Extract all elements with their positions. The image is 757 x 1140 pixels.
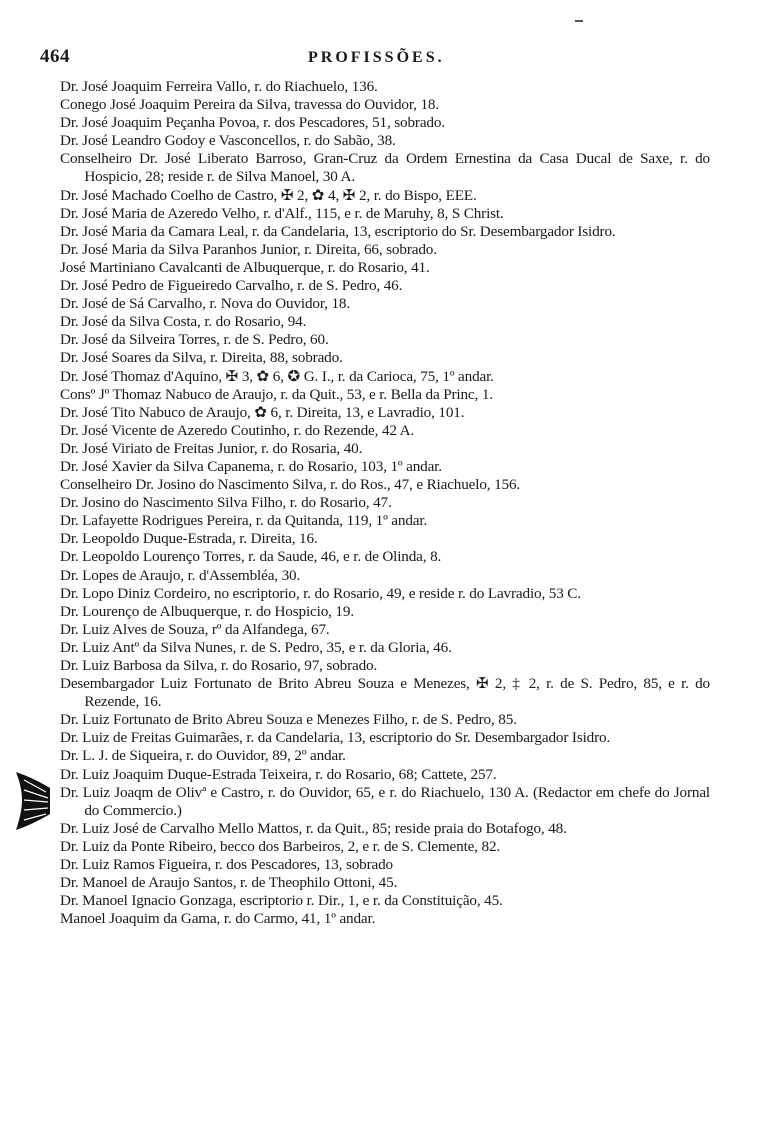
directory-entry: Dr. Luiz Ramos Figueira, r. dos Pescadores, 13, sobrado bbox=[60, 856, 393, 874]
directory-entry: Dr. José Joaquim Ferreira Vallo, r. do Riachuelo, 136. bbox=[60, 78, 378, 95]
directory-entry: Dr. L. J. de Siqueira, r. do Ouvidor, 89, 2º andar. bbox=[60, 747, 346, 765]
running-head: PROFISSÕES. bbox=[308, 49, 445, 66]
directory-entry: Dr. Luiz Joaqm de Olivª e Castro, r. do Ouvidor, 65, e r. do Riachuelo, 130 A. (Redactor em chefe do Jornal do Commercio.) bbox=[60, 783, 710, 819]
directory-entry: Dr. Luiz de Freitas Guimarães, r. da Candelaria, 13, escriptorio do Sr. Desembargador Isidro. bbox=[60, 729, 611, 747]
directory-entry: Dr. José de Sá Carvalho, r. Nova do Ouvidor, 18. bbox=[60, 295, 350, 313]
directory-entry: Dr. José Xavier da Silva Capanema, r. do Rosario, 103, 1º andar. bbox=[60, 457, 442, 475]
directory-entry: Dr. José Soares da Silva, r. Direita, 88, sobrado. bbox=[60, 349, 343, 367]
directory-entry: Manoel Joaquim da Gama, r. do Carmo, 41, 1º andar. bbox=[60, 910, 376, 928]
directory-entry: Dr. Manoel Ignacio Gonzaga, escriptorio r. Dir., 1, e r. da Constituição, 45. bbox=[60, 892, 503, 910]
manicule-icon bbox=[10, 768, 54, 832]
directory-entry: Dr. Lourenço de Albuquerque, r. do Hospicio, 19. bbox=[60, 602, 354, 620]
directory-entry: Dr. José Viriato de Freitas Junior, r. do Rosaria, 40. bbox=[60, 439, 363, 457]
directory-entry: Dr. Luiz Antº da Silva Nunes, r. de S. Pedro, 35, e r. da Gloria, 46. bbox=[60, 638, 452, 656]
directory-entry: Dr. José Joaquim Peçanha Povoa, r. dos Pescadores, 51, sobrado. bbox=[60, 114, 445, 132]
directory-entry: Dr. José Leandro Godoy e Vasconcellos, r. do Sabão, 38. bbox=[60, 132, 396, 150]
directory-entry: Conselheiro Dr. Josino do Nascimento Silva, r. do Ros., 47, e Riachuelo, 156. bbox=[60, 476, 521, 494]
page-number: 464 bbox=[40, 46, 70, 67]
directory-entry: Dr. José da Silveira Torres, r. de S. Pedro, 60. bbox=[60, 331, 329, 349]
directory-entry: Dr. Lafayette Rodrigues Pereira, r. da Quitanda, 119, 1º andar. bbox=[60, 512, 428, 530]
directory-entry: Dr. Manoel de Araujo Santos, r. de Theophilo Ottoni, 45. bbox=[60, 874, 398, 892]
directory-entry: Dr. Luiz da Ponte Ribeiro, becco dos Barbeiros, 2, e r. de S. Clemente, 82. bbox=[60, 837, 501, 855]
directory-entry: Dr. Luiz Joaquim Duque-Estrada Teixeira, r. do Rosario, 68; Cattete, 257. bbox=[60, 765, 497, 783]
directory-entry: Dr. José Maria de Azeredo Velho, r. d'Alf., 115, e r. de Maruhy, 8, S Christ. bbox=[60, 204, 504, 222]
directory-entry: José Martiniano Cavalcanti de Albuquerque, r. do Rosario, 41. bbox=[60, 258, 430, 276]
ink-mark bbox=[575, 20, 583, 22]
directory-entry: Dr. Leopoldo Duque-Estrada, r. Direita, 16. bbox=[60, 530, 318, 548]
directory-entry: Dr. Luiz Fortunato de Brito Abreu Souza e Menezes Filho, r. de S. Pedro, 85. bbox=[60, 711, 517, 729]
directory-entry: Dr. Lopo Diniz Cordeiro, no escriptorio, r. do Rosario, 49, e reside r. do Lavradio, 53 C. bbox=[60, 584, 581, 602]
directory-entries bbox=[60, 78, 710, 928]
directory-entry: Dr. José Machado Coelho de Castro, ✠ 2, ✿ 4, ✠ 2, r. do Bispo, EEE. bbox=[60, 186, 477, 204]
directory-entry: Dr. José Maria da Silva Paranhos Junior, r. Direita, 66, sobrado. bbox=[60, 240, 437, 258]
directory-entry: Dr. Lopes de Araujo, r. d'Assembléa, 30. bbox=[60, 566, 301, 584]
directory-entry: Dr. Leopoldo Lourenço Torres, r. da Saude, 46, e r. de Olinda, 8. bbox=[60, 548, 442, 566]
directory-entry: Consº Jº Thomaz Nabuco de Araujo, r. da Quit., 53, e r. Bella da Princ, 1. bbox=[60, 385, 493, 403]
directory-entry: Dr. José Vicente de Azeredo Coutinho, r. do Rezende, 42 A. bbox=[60, 421, 415, 439]
directory-entry: Conselheiro Dr. José Liberato Barroso, Gran-Cruz da Ordem Ernestina da Casa Ducal de Saxe, r. do Hospicio, 28; reside r. de Silva Manoel, 30 A. bbox=[60, 150, 710, 186]
directory-entry: Conego José Joaquim Pereira da Silva, travessa do Ouvidor, 18. bbox=[60, 96, 439, 114]
directory-entry: Dr. José Pedro de Figueiredo Carvalho, r. de S. Pedro, 46. bbox=[60, 277, 403, 295]
directory-entry: Desembargador Luiz Fortunato de Brito Abreu Souza e Menezes, ✠ 2, ‡ 2, r. de S. Pedro, 85, e r. do Rezende, 16. bbox=[60, 675, 710, 711]
directory-entry: Dr. José Thomaz d'Aquino, ✠ 3, ✿ 6, ✪ G. I., r. da Carioca, 75, 1º andar. bbox=[60, 367, 494, 385]
directory-entry: Dr. Luiz Alves de Souza, rº da Alfandega, 67. bbox=[60, 620, 330, 638]
directory-entry: Dr. José da Silva Costa, r. do Rosario, 94. bbox=[60, 313, 307, 331]
directory-entry: Dr. José Tito Nabuco de Araujo, ✿ 6, r. Direita, 13, e Lavradio, 101. bbox=[60, 403, 465, 421]
directory-entry: Dr. Josino do Nascimento Silva Filho, r. do Rosario, 47. bbox=[60, 494, 392, 512]
page-header bbox=[40, 46, 720, 74]
directory-entry: Dr. Luiz Barbosa da Silva, r. do Rosario, 97, sobrado. bbox=[60, 657, 378, 674]
directory-entry: Dr. José Maria da Camara Leal, r. da Candelaria, 13, escriptorio do Sr. Desembargador Isidro. bbox=[60, 222, 616, 240]
directory-entry: Dr. Luiz José de Carvalho Mello Mattos, r. da Quit., 85; reside praia do Botafogo, 48. bbox=[60, 819, 567, 837]
